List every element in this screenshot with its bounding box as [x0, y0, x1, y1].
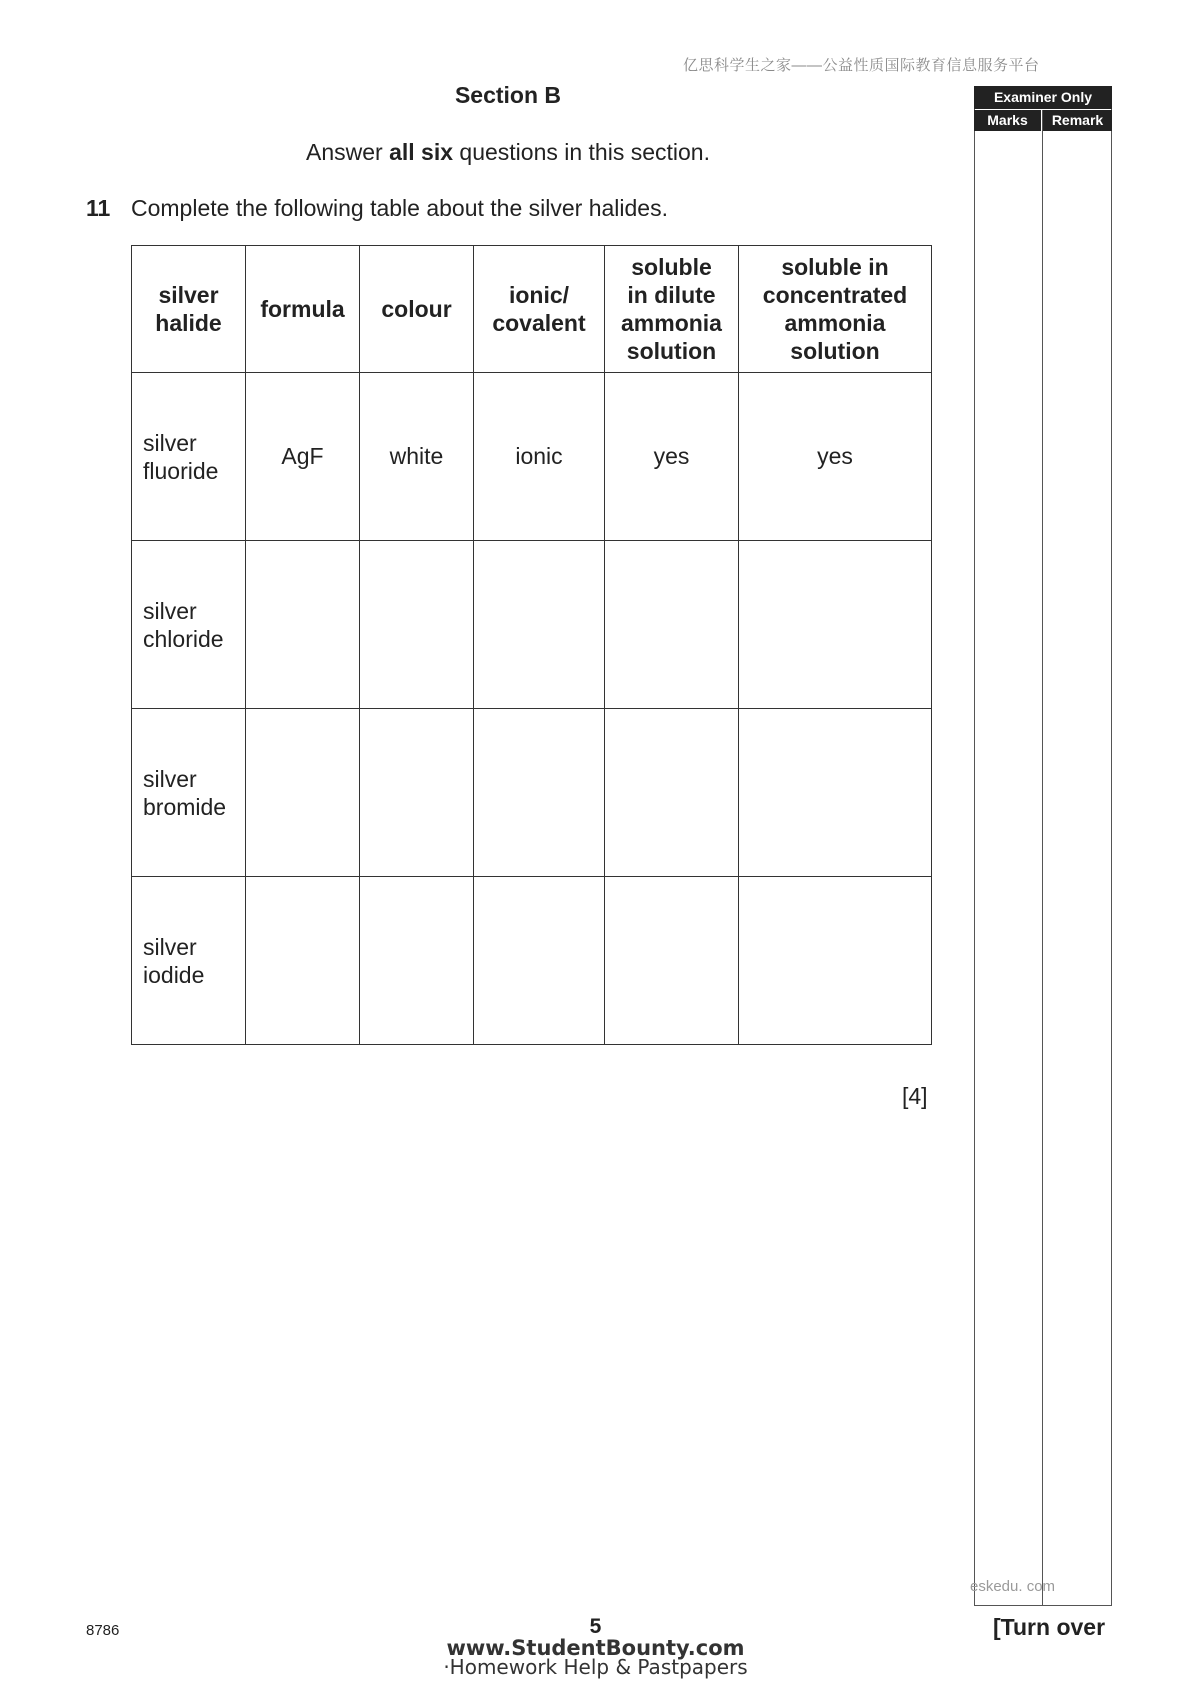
- header-formula: formula: [246, 246, 360, 373]
- section-title: Section B: [454, 82, 562, 108]
- studentbounty-logo: [0, 1636, 1191, 1679]
- cell-bromide-colour[interactable]: [360, 709, 474, 877]
- cell-iodide-dilute[interactable]: [605, 877, 739, 1045]
- instruction-after: questions in this section.: [453, 139, 710, 165]
- cell-iodide-concentrated[interactable]: [739, 877, 932, 1045]
- question-text: Complete the following table about the silver halides.: [131, 195, 668, 221]
- cell-bromide-bonding[interactable]: [474, 709, 605, 877]
- header-ionic-covalent: ionic/ covalent: [474, 246, 605, 373]
- examiner-remark-column: Remark: [1043, 110, 1112, 131]
- table-row-silver-fluoride: [132, 373, 932, 541]
- row-name-silver-bromide: silver bromide: [132, 709, 246, 877]
- instruction-before: Answer: [305, 139, 390, 165]
- silver-halides-table: [131, 245, 932, 1045]
- cell-bromide-dilute[interactable]: [605, 709, 739, 877]
- table-row-silver-iodide: [132, 877, 932, 1045]
- logo-url: www.StudentBounty.com: [446, 1636, 745, 1660]
- cell-chloride-dilute[interactable]: [605, 541, 739, 709]
- cell-chloride-concentrated[interactable]: [739, 541, 932, 709]
- watermark-bottom: eskedu. com: [970, 1578, 1056, 1595]
- table-header-row: [132, 246, 932, 373]
- header-silver-halide: silver halide: [132, 246, 246, 373]
- instruction-bold: all six: [389, 139, 454, 165]
- watermark-top: 亿思科学生之家——公益性质国际教育信息服务平台: [683, 57, 1040, 74]
- cell-fluoride-dilute: yes: [605, 373, 739, 541]
- examiner-box: [974, 86, 1112, 1606]
- row-name-silver-fluoride: silver fluoride: [132, 373, 246, 541]
- row-name-silver-iodide: silver iodide: [132, 877, 246, 1045]
- cell-bromide-formula[interactable]: [246, 709, 360, 877]
- cell-chloride-formula[interactable]: [246, 541, 360, 709]
- cell-bromide-concentrated[interactable]: [739, 709, 932, 877]
- cell-chloride-colour[interactable]: [360, 541, 474, 709]
- header-soluble-concentrated: soluble in concentrated ammonia solution: [739, 246, 932, 373]
- header-soluble-dilute: soluble in dilute ammonia solution: [605, 246, 739, 373]
- cell-chloride-bonding[interactable]: [474, 541, 605, 709]
- header-colour: colour: [360, 246, 474, 373]
- examiner-column-divider: [1042, 110, 1043, 1606]
- table-row-silver-chloride: [132, 541, 932, 709]
- cell-fluoride-concentrated: yes: [739, 373, 932, 541]
- table-row-silver-bromide: [132, 709, 932, 877]
- cell-fluoride-colour: white: [360, 373, 474, 541]
- cell-fluoride-bonding: ionic: [474, 373, 605, 541]
- cell-iodide-bonding[interactable]: [474, 877, 605, 1045]
- instruction: [0, 139, 1016, 166]
- cell-fluoride-formula: AgF: [246, 373, 360, 541]
- cell-iodide-formula[interactable]: [246, 877, 360, 1045]
- page-number: 5: [589, 1615, 602, 1638]
- examiner-only-header: Examiner Only: [974, 86, 1112, 109]
- paper-code: 8786: [86, 1622, 120, 1639]
- turn-over-label: [Turn over: [993, 1614, 1106, 1640]
- examiner-marks-column: Marks: [974, 110, 1041, 131]
- question-number: 11: [86, 195, 111, 221]
- row-name-silver-chloride: silver chloride: [132, 541, 246, 709]
- logo-tagline: ·Homework Help & Pastpapers: [443, 1655, 748, 1679]
- marks-allocation: [4]: [902, 1083, 928, 1109]
- cell-iodide-colour[interactable]: [360, 877, 474, 1045]
